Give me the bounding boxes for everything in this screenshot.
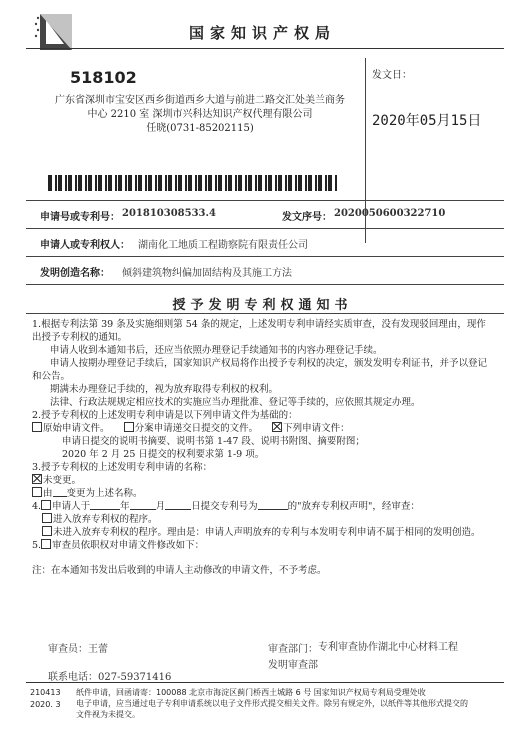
text: 审查员依职权对申请文件修改如下： bbox=[52, 540, 205, 551]
note: 注：在本通知书发出后收到的申请人主动修改的申请文件，不予考虑。 bbox=[32, 565, 327, 576]
barcode-bar bbox=[228, 175, 232, 191]
barcode-bar bbox=[58, 175, 62, 191]
section-2-options bbox=[32, 422, 487, 435]
checkbox-following-docs[interactable] bbox=[272, 422, 282, 432]
examiner-label: 审查员： bbox=[48, 644, 88, 655]
checkbox-name-unchanged[interactable] bbox=[32, 474, 42, 484]
text: 月 bbox=[155, 501, 166, 512]
barcode-bar bbox=[268, 175, 272, 191]
section-5 bbox=[32, 539, 487, 552]
barcode-bar bbox=[108, 175, 112, 191]
option-label: 下列申请文件： bbox=[283, 423, 350, 434]
barcode-bar bbox=[168, 175, 172, 191]
barcode-bar bbox=[185, 175, 187, 191]
option-label: 变更为上述名称。 bbox=[66, 488, 143, 499]
option-label: 由 bbox=[43, 488, 53, 499]
barcode-bar bbox=[285, 175, 287, 191]
barcode-bar bbox=[205, 175, 207, 191]
barcode-bar bbox=[238, 175, 242, 191]
option-label: 原始申请文件。 bbox=[43, 423, 110, 434]
barcode-bar bbox=[105, 175, 107, 191]
barcode-bar bbox=[78, 175, 82, 191]
text: 的"放弃专利权声明"，经审查： bbox=[287, 501, 420, 512]
paragraph: 出授予专利权的通知。 bbox=[32, 332, 128, 343]
barcode-bar bbox=[248, 175, 252, 191]
checkbox-original-docs[interactable] bbox=[32, 422, 42, 432]
doc-list-line-2: 2020 年 2 月 25 日提交的权利要求第 1-9 项。 bbox=[62, 449, 265, 460]
address-line-2: 中心 2210 室 深圳市兴科达知识产权代理有限公司 bbox=[87, 109, 313, 120]
divider bbox=[26, 200, 504, 201]
barcode-bar bbox=[288, 175, 292, 191]
barcode-icon bbox=[48, 175, 338, 191]
barcode-bar bbox=[75, 175, 77, 191]
footer-rule bbox=[26, 682, 504, 683]
barcode-bar bbox=[98, 175, 102, 191]
barcode-bar bbox=[188, 175, 192, 191]
barcode-bar bbox=[135, 175, 137, 191]
blank-field bbox=[130, 500, 156, 510]
blank-field bbox=[90, 500, 120, 510]
barcode-bar bbox=[308, 175, 312, 191]
section-3-option-1 bbox=[32, 474, 487, 487]
barcode-bar bbox=[318, 175, 322, 191]
blank-field bbox=[258, 500, 288, 510]
footer-text bbox=[76, 687, 506, 720]
checkbox-not-enter-abandon[interactable] bbox=[42, 526, 52, 536]
blank-field bbox=[53, 487, 67, 497]
barcode-bar bbox=[88, 175, 92, 191]
barcode-bar bbox=[175, 175, 177, 191]
form-version: 2020. 3 bbox=[30, 700, 61, 709]
option-label: 进入放弃专利权的程序。 bbox=[53, 514, 158, 525]
barcode-bar bbox=[85, 175, 87, 191]
address-contact: 任晓(0731-85202115) bbox=[146, 123, 254, 134]
invention-label: 发明创造名称： bbox=[40, 268, 110, 279]
paragraph: 1.根据专利法第 39 条及实施细则第 54 条的规定，上述发明专利申请经实质审查，没有发现驳回理由，现作 bbox=[32, 319, 486, 330]
barcode-bar bbox=[315, 175, 317, 191]
option-label: 未进入放弃专利权的程序。理由是：申请人声明放弃的专利与本发明专利申请不属于相同的发明创造。 bbox=[53, 527, 481, 538]
examiner-name: 王蕾 bbox=[88, 644, 108, 655]
applicant-value: 湖南化工地质工程勘察院有限责任公司 bbox=[138, 240, 308, 251]
barcode-bar bbox=[55, 175, 57, 191]
barcode-bar bbox=[255, 175, 257, 191]
barcode-bar bbox=[328, 175, 332, 191]
footer-line-1: 纸件申请，回函请寄：100088 北京市海淀区蓟门桥西土城路 6 号 国家知识产权局专利局受理处收 bbox=[76, 688, 426, 697]
barcode-bar bbox=[245, 175, 247, 191]
paragraph: 期满未办理登记手续的，视为放弃取得专利权的权利。 bbox=[50, 384, 279, 395]
barcode-bar bbox=[305, 175, 307, 191]
barcode-bar bbox=[165, 175, 167, 191]
checkbox-enter-abandon[interactable] bbox=[42, 513, 52, 523]
paragraph: 和公告。 bbox=[32, 371, 71, 382]
notice-title: 授予发明专利权通知书 bbox=[172, 298, 353, 313]
section-3-option-2 bbox=[32, 487, 487, 500]
send-date-value: 2020年05月15日 bbox=[372, 113, 482, 129]
barcode-bar bbox=[298, 175, 302, 191]
barcode-bar bbox=[325, 175, 327, 191]
barcode-bar bbox=[48, 175, 52, 191]
barcode-bar bbox=[278, 175, 282, 191]
applicant-label: 申请人或专利权人： bbox=[40, 240, 130, 251]
send-date-label: 发文日： bbox=[372, 70, 412, 81]
divider bbox=[26, 228, 504, 229]
section-number: 5. bbox=[32, 540, 42, 551]
text: 日提交专利号为 bbox=[191, 501, 258, 512]
barcode-bar bbox=[265, 175, 267, 191]
text: 年 bbox=[120, 501, 130, 512]
phone-label: 联系电话： bbox=[48, 672, 98, 683]
divider bbox=[26, 313, 504, 314]
section-4-option-1 bbox=[32, 513, 487, 526]
barcode-bar bbox=[335, 175, 337, 191]
header-rule bbox=[26, 48, 504, 49]
option-label: 分案申请递交日提交的文件。 bbox=[134, 423, 259, 434]
doc-no-value: 2020050600322710 bbox=[334, 208, 446, 219]
app-no-label: 申请号或专利号： bbox=[40, 212, 120, 223]
dept-label: 审查部门： bbox=[268, 644, 318, 655]
barcode-bar bbox=[68, 175, 72, 191]
divider bbox=[26, 256, 504, 257]
postcode: 518102 bbox=[70, 68, 137, 87]
barcode-bar bbox=[118, 175, 122, 191]
barcode-bar bbox=[215, 175, 217, 191]
phone bbox=[48, 668, 171, 683]
barcode-bar bbox=[235, 175, 237, 191]
barcode-bar bbox=[145, 175, 147, 191]
barcode-bar bbox=[125, 175, 127, 191]
barcode-bar bbox=[275, 175, 277, 191]
section-4 bbox=[32, 500, 487, 513]
barcode-bar bbox=[115, 175, 117, 191]
app-no-value: 201810308533.4 bbox=[122, 208, 216, 219]
section-2-title: 2.授予专利权的上述发明专利申请是以下列申请文件为基础的： bbox=[32, 410, 298, 421]
notice-body bbox=[32, 318, 487, 577]
section-number: 4. bbox=[32, 501, 42, 512]
doc-no-label: 发文序号： bbox=[282, 212, 332, 223]
barcode-bar bbox=[225, 175, 227, 191]
barcode-bar bbox=[258, 175, 262, 191]
phone-value: 027-59371416 bbox=[98, 672, 172, 683]
barcode-bar bbox=[155, 175, 157, 191]
barcode-bar bbox=[95, 175, 97, 191]
form-code: 210413 bbox=[30, 688, 61, 697]
divider bbox=[26, 284, 504, 285]
paragraph: 申请人按期办理登记手续后，国家知识产权局将作出授予专利权的决定，颁发发明专利证书，并予以登记 bbox=[50, 358, 488, 369]
dept-line-1: 专利审查协作湖北中心材料工程 bbox=[318, 642, 458, 653]
barcode-bar bbox=[138, 175, 142, 191]
checkbox-divisional-docs[interactable] bbox=[124, 422, 134, 432]
invention-value: 倾斜建筑物纠偏加固结构及其施工方法 bbox=[122, 268, 292, 279]
dept bbox=[318, 640, 458, 655]
barcode-bar bbox=[218, 175, 222, 191]
barcode-bar bbox=[128, 175, 132, 191]
header-title: 国家知识产权局 bbox=[188, 24, 336, 42]
barcode-bar bbox=[65, 175, 67, 191]
paragraph: 法律、行政法规规定相应技术的实施应当办理批准、登记等手续的，应依照其规定办理。 bbox=[50, 397, 421, 408]
paragraph: 申请人收到本通知书后，还应当依照办理登记手续通知书的内容办理登记手续。 bbox=[50, 345, 383, 356]
footer-line-2: 电子申请，应当通过电子专利申请系统以电子文件形式提交相关文件。除另有规定外，以纸件等其他形式提交的 bbox=[76, 699, 468, 708]
dept-line-2: 发明审查部 bbox=[268, 660, 318, 671]
checkbox-abandon-declaration[interactable] bbox=[41, 500, 51, 510]
section-3-title: 3.授予专利权的上述发明专利申请的名称： bbox=[32, 462, 213, 473]
barcode-bar bbox=[158, 175, 162, 191]
barcode-bar bbox=[178, 175, 182, 191]
doc-list-line-1: 申请日提交的说明书摘要、说明书第 1-47 段、说明书附图、摘要附图； bbox=[62, 436, 365, 447]
barcode-bar bbox=[195, 175, 197, 191]
text: 申请人于 bbox=[52, 501, 91, 512]
footer-line-3: 文件视为未提交。 bbox=[76, 710, 140, 719]
barcode-bar bbox=[295, 175, 297, 191]
blank-field bbox=[165, 500, 191, 510]
examiner bbox=[48, 640, 108, 655]
checkbox-examiner-amend[interactable] bbox=[41, 539, 51, 549]
section-4-option-2 bbox=[32, 526, 487, 539]
barcode-bar bbox=[208, 175, 212, 191]
checkbox-name-changed[interactable] bbox=[32, 487, 42, 497]
barcode-bar bbox=[198, 175, 202, 191]
option-label: 未变更。 bbox=[43, 475, 82, 486]
barcode-bar bbox=[148, 175, 152, 191]
address-line-1: 广东省深圳市宝安区西乡街道西乡大道与前进二路交汇处美兰商务 bbox=[55, 95, 345, 106]
